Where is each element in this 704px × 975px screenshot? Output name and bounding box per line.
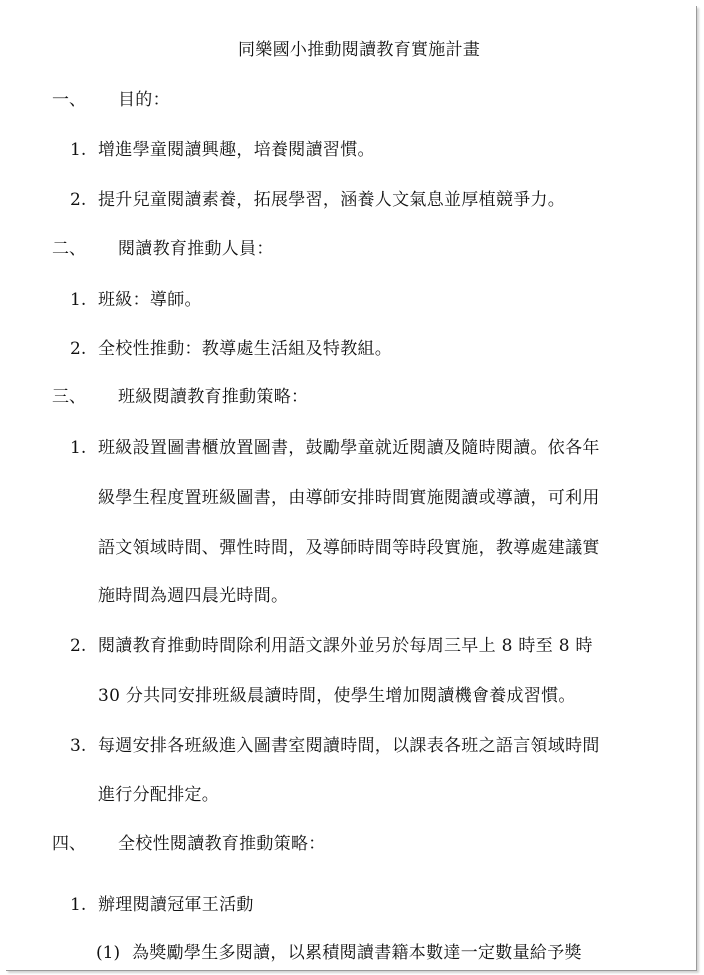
item-number: 3.: [70, 736, 87, 756]
item-number: 2.: [70, 339, 87, 359]
item-text: 每週安排各班級進入圖書室閱讀時間，以課表各班之語言領域時間: [98, 736, 600, 756]
section-number: 一、: [52, 90, 86, 110]
item-number: 1.: [70, 290, 87, 310]
item-text: 班級：導師。: [98, 290, 202, 310]
item-text: 級學生程度置班級圖書，由導師安排時間實施閱讀或導讀，可利用: [98, 488, 600, 508]
item-number: 1.: [70, 438, 87, 458]
document-page: [6, 6, 697, 971]
subitem-text: 為獎勵學生多閱讀，以累積閱讀書籍本數達一定數量給予獎: [132, 943, 582, 963]
item-text: 施時間為週四晨光時間。: [98, 586, 289, 606]
item-text: 閱讀教育推動時間除利用語文課外並另於每周三早上 8 時至 8 時: [98, 636, 593, 656]
item-text: 進行分配排定。: [98, 785, 220, 805]
item-number: 1.: [70, 140, 87, 160]
section-heading: 閱讀教育推動人員：: [118, 239, 274, 259]
section-number: 三、: [52, 387, 86, 407]
item-text: 全校性推動：教導處生活組及特教組。: [98, 339, 393, 359]
section-number: 二、: [52, 239, 86, 259]
item-text: 語文領域時間、彈性時間，及導師時間等時段實施，教導處建議實: [98, 538, 600, 558]
item-text: 班級設置圖書櫃放置圖書，鼓勵學童就近閱讀及隨時閱讀。依各年: [98, 438, 600, 458]
section-heading: 班級閱讀教育推動策略：: [118, 387, 309, 407]
item-number: 1.: [70, 895, 87, 915]
item-text: 增進學童閱讀興趣，培養閱讀習慣。: [98, 140, 375, 160]
item-number: 2.: [70, 190, 87, 210]
item-text: 提升兒童閱讀素養，拓展學習，涵養人文氣息並厚植競爭力。: [98, 190, 566, 210]
section-heading: 全校性閱讀教育推動策略：: [118, 834, 326, 854]
item-text: 30 分共同安排班級晨讀時間，使學生增加閱讀機會養成習慣。: [98, 686, 576, 706]
item-text: 辦理閱讀冠軍王活動: [98, 895, 254, 915]
document-title: 同樂國小推動閱讀教育實施計畫: [238, 40, 481, 60]
subitem-number: (1): [96, 943, 121, 963]
item-number: 2.: [70, 636, 87, 656]
section-number: 四、: [52, 834, 86, 854]
section-heading: 目的：: [118, 90, 170, 110]
